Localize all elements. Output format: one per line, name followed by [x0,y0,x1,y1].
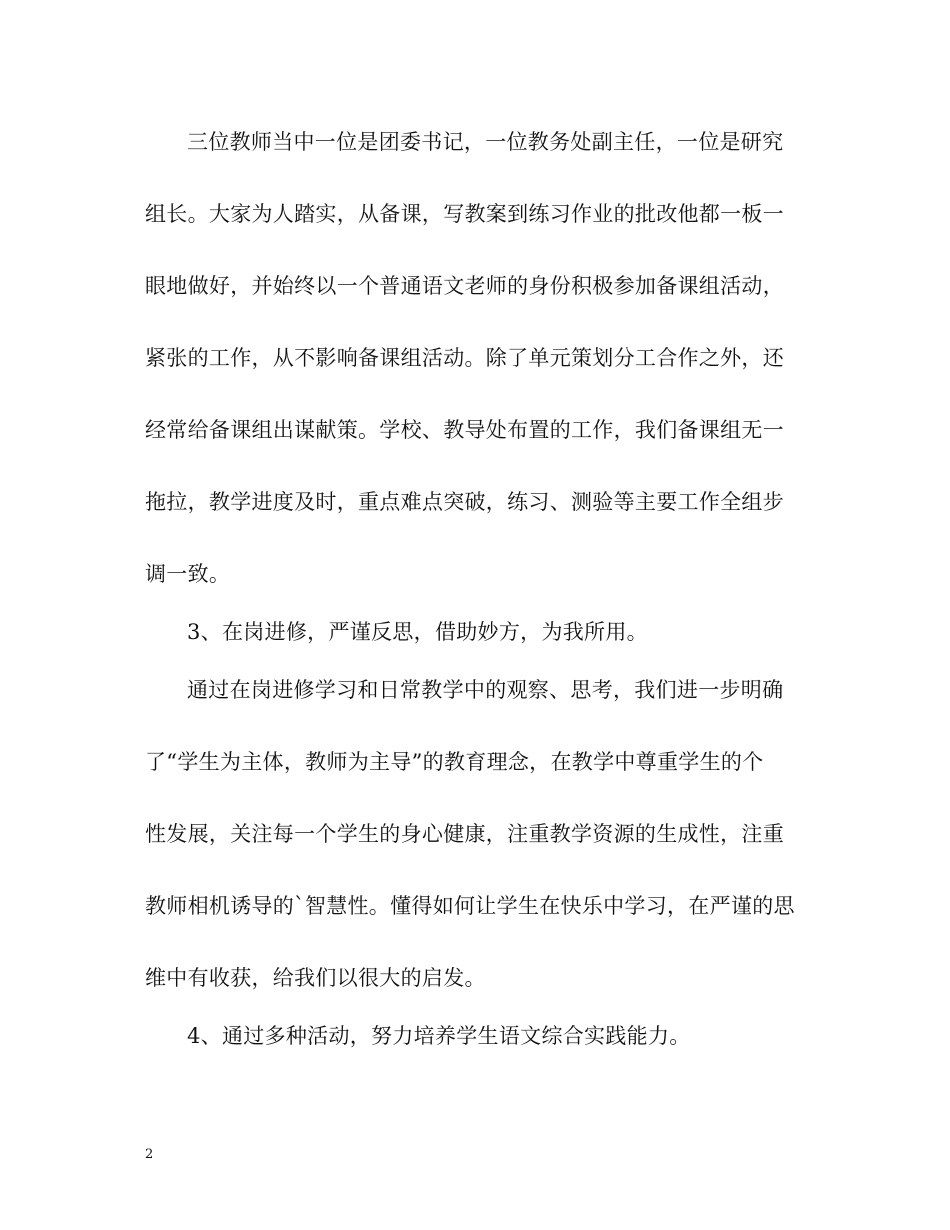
document-body [145,118,810,1070]
page-number: 2 [145,1147,154,1162]
paragraph-1-line-3: 眼地做好，并始终以一个普通语文老师的身份积极参加备课组活动， [145,274,784,298]
paragraph-2-line-4: 教师相机诱导的`智慧性。懂得如何让学生在快乐中学习，在严谨的思 [145,894,795,918]
paragraph-2-line-5: 维中有收获，给我们以很大的启发。 [145,966,486,990]
paragraph-1-line-1: 三位教师当中一位是团委书记，一位教务处副主任，一位是研究 [187,130,784,154]
paragraph-1-line-7: 调一致。 [145,562,231,586]
paragraph-1-line-6: 拖拉，教学进度及时，重点难点突破，练习、测验等主要工作全组步 [145,490,784,514]
paragraph-2-line-1: 通过在岗进修学习和日常教学中的观察、思考，我们进一步明确 [187,678,784,702]
paragraph-1-line-5: 经常给备课组出谋献策。学校、教导处布置的工作，我们备课组无一 [145,418,784,442]
section-heading-4: 4、通过多种活动，努力培养学生语文综合实践能力。 [187,1024,691,1048]
paragraph-2-line-3: 性发展，关注每一个学生的身心健康，注重教学资源的生成性，注重 [145,822,784,846]
paragraph-1-line-2: 组长。大家为人踏实，从备课，写教案到练习作业的批改他都一板一 [145,202,784,226]
paragraph-1-line-4: 紧张的工作，从不影响备课组活动。除了单元策划分工合作之外，还 [145,346,784,370]
section-heading-3: 3、在岗进修，严谨反思，借助妙方，为我所用。 [187,620,648,644]
paragraph-2-line-2: 了“学生为主体，教师为主导”的教育理念，在教学中尊重学生的个 [145,750,764,774]
